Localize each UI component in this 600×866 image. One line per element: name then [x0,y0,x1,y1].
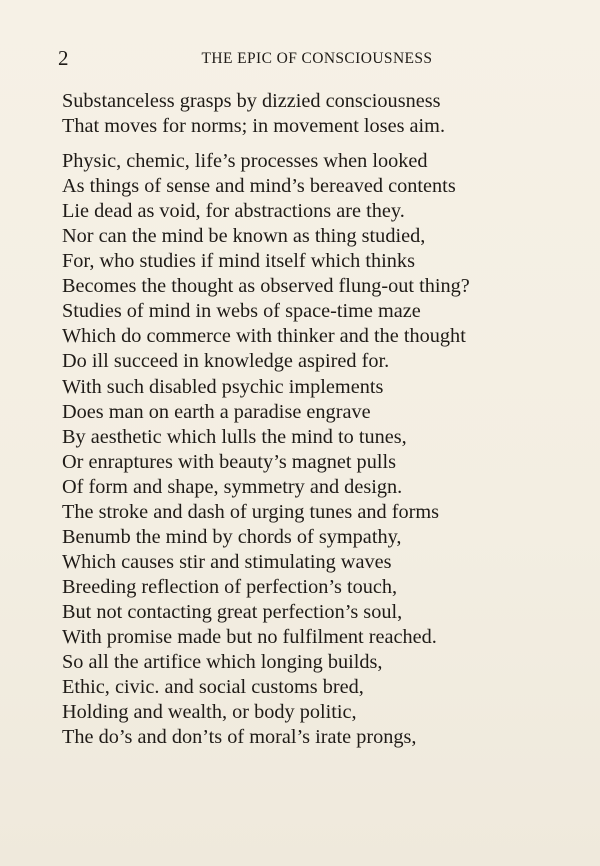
poem-line: Benumb the mind by chords of sympathy, [62,525,402,548]
poem-line: Which causes stir and stimulating waves [62,550,392,573]
poem-line: With promise made but no fulfilment reached. [62,625,437,648]
stanza [62,89,572,139]
poem-line: The do’s and don’ts of moral’s irate prongs, [62,726,417,749]
poem-line: So all the artifice which longing builds, [62,651,383,674]
poem-line: As things of sense and mind’s bereaved contents [62,175,456,198]
poem-line: Of form and shape, symmetry and design. [62,475,403,498]
poem-line: Ethic, civic. and social customs bred, [62,676,364,699]
poem-line: With such disabled psychic implements [62,375,384,398]
poem-line: Physic, chemic, life’s processes when looked [62,150,428,173]
poem-line: That moves for norms; in movement loses aim. [62,115,446,138]
poem-line: Holding and wealth, or body politic, [62,701,357,724]
poem-line: Nor can the mind be known as thing studied, [62,225,426,248]
poem-body [62,89,572,750]
poem-line: Which do commerce with thinker and the thought [62,325,466,348]
poem-line: Or enraptures with beauty’s magnet pulls [62,450,396,473]
poem-line: Breeding reflection of perfection’s touch, [62,575,398,598]
poem-line: Substanceless grasps by dizzied consciousness [62,90,441,112]
poem-line: But not contacting great perfection’s soul, [62,600,403,623]
poem-line: Does man on earth a paradise engrave [62,400,371,423]
page-header [58,44,558,72]
running-title: THE EPIC OF CONSCIOUSNESS [201,50,433,67]
poem-line: By aesthetic which lulls the mind to tunes, [62,425,407,448]
poem-line: Studies of mind in webs of space-time maze [62,300,421,323]
poem-line: Becomes the thought as observed flung-out thing? [62,275,470,298]
poem-line: The stroke and dash of urging tunes and forms [62,500,440,523]
poem-line: Do ill succeed in knowledge aspired for. [62,350,390,373]
poem-line: Lie dead as void, for abstractions are they. [62,200,405,223]
poem-line: For, who studies if mind itself which thinks [62,250,415,273]
page-number: 2 [58,46,69,70]
stanza [62,149,572,750]
